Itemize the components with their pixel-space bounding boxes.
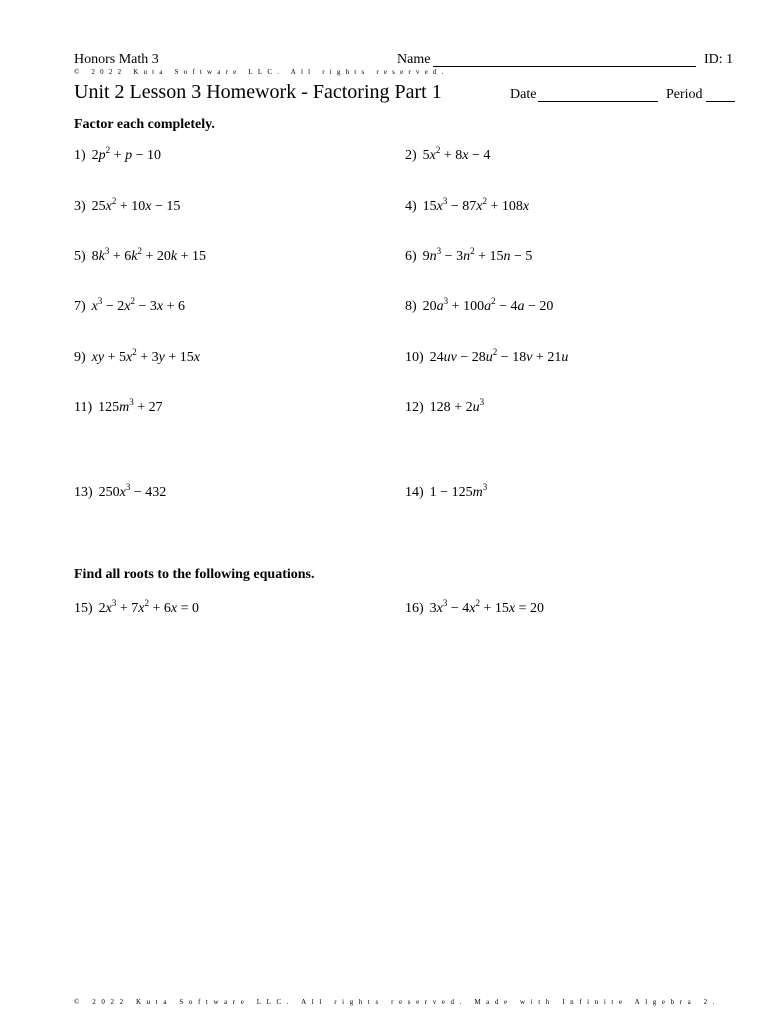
- problem: [74, 246, 207, 265]
- problem-number: 16): [405, 601, 424, 616]
- problem-expression: $25x^2 + 10x - 15$: [91, 196, 181, 214]
- problem: [405, 482, 488, 501]
- problem-expression: $2p^2 + p - 10$: [91, 145, 161, 163]
- problem-expression: $5x^2 + 8x - 4$: [422, 145, 491, 163]
- copyright-footer: © 2022 Kuta Software LLC. All rights reserved. Made with Infinite Algebra 2.: [74, 998, 721, 1006]
- section-instruction: Find all roots to the following equations.: [74, 567, 315, 582]
- problem: [74, 397, 163, 416]
- problem: [74, 196, 181, 215]
- page-title: Unit 2 Lesson 3 Homework - Factoring Part 1: [74, 81, 442, 103]
- problem-expression: $8k^3 + 6k^2 + 20k + 15$: [91, 246, 207, 264]
- problem: [405, 145, 491, 164]
- problem-expression: $3x^3 - 4x^2 + 15x = 20$: [429, 598, 545, 616]
- problem-number: 11): [74, 400, 93, 415]
- course-name: Honors Math 3: [74, 52, 159, 67]
- problem-expression: $24uv - 28u^2 - 18v + 21u$: [429, 347, 569, 365]
- problem-expression: $250x^3 - 432$: [98, 482, 167, 500]
- problem: [405, 296, 554, 315]
- problem: [74, 296, 186, 315]
- date-label: Date: [510, 87, 537, 102]
- problem-expression: $128 + 2u^3$: [429, 397, 485, 415]
- problem-number: 6): [405, 249, 417, 264]
- problem: [405, 196, 530, 215]
- problem-expression: $1 - 125m^3$: [429, 482, 488, 500]
- problem-number: 4): [405, 199, 417, 214]
- problem-number: 12): [405, 400, 424, 415]
- problem-number: 10): [405, 350, 424, 365]
- problem-expression: $x^3 - 2x^2 - 3x + 6$: [91, 296, 186, 314]
- problem: [405, 397, 485, 416]
- name-label: Name: [397, 52, 431, 67]
- problem-number: 14): [405, 485, 424, 500]
- period-label: Period: [666, 87, 703, 102]
- problem: [74, 598, 200, 617]
- problem-expression: $2x^3 + 7x^2 + 6x = 0$: [98, 598, 200, 616]
- problem-number: 13): [74, 485, 93, 500]
- date-blank-line: [538, 101, 658, 102]
- problem-number: 7): [74, 299, 86, 314]
- problem-expression: xy + $5x^2 + 3y + 15x$: [91, 347, 200, 365]
- problem-expression: $15x^3 - 87x^2 + 108x$: [422, 196, 530, 214]
- section-instruction: Factor each completely.: [74, 117, 215, 132]
- problem-number: 15): [74, 601, 93, 616]
- problem-number: 9): [74, 350, 86, 365]
- copyright-top: © 2022 Kuta Software LLC. All rights reserved.: [74, 68, 449, 76]
- problem-number: 5): [74, 249, 86, 264]
- name-blank-line: [433, 66, 696, 67]
- id-label: ID: 1: [704, 52, 734, 67]
- problem-number: 2): [405, 148, 417, 163]
- problem-number: 3): [74, 199, 86, 214]
- problem-expression: $125m^3 + 27$: [98, 397, 163, 415]
- problem-expression: $9n^3 - 3n^2 + 15n - 5$: [422, 246, 533, 264]
- problem: [74, 347, 200, 366]
- problem: [74, 145, 161, 164]
- problem: [405, 598, 545, 617]
- problem: [74, 482, 167, 501]
- problem-expression: $20a^3 + 100a^2 - 4a - 20$: [422, 296, 554, 314]
- problem-number: 1): [74, 148, 86, 163]
- period-blank-line: [706, 101, 735, 102]
- problem-number: 8): [405, 299, 417, 314]
- problem: [405, 246, 533, 265]
- problem: [405, 347, 569, 366]
